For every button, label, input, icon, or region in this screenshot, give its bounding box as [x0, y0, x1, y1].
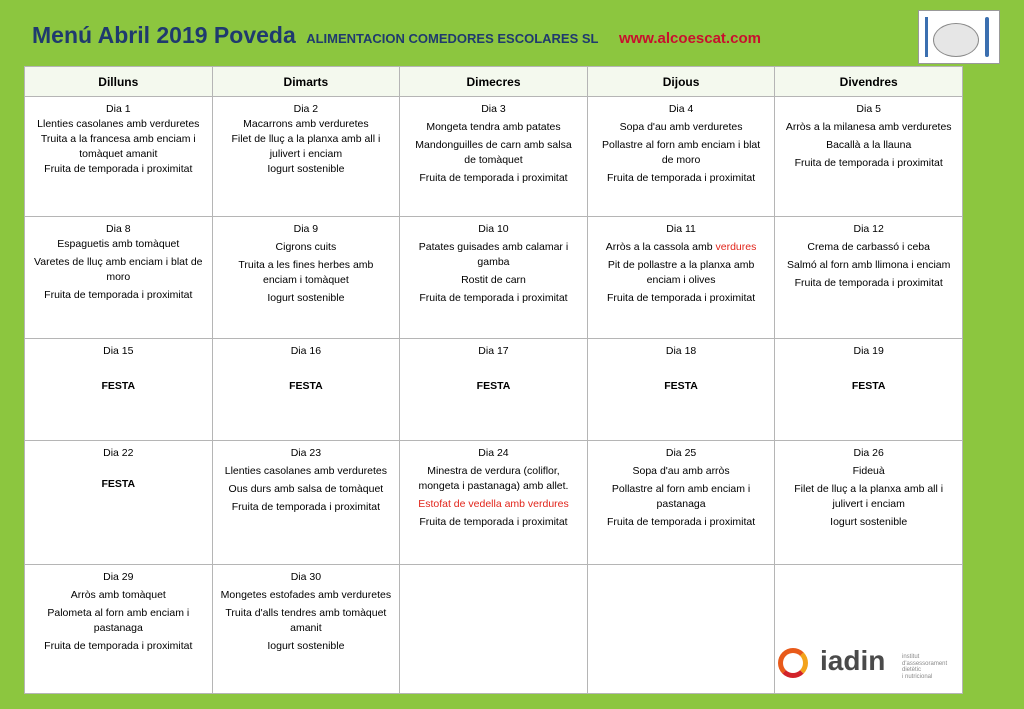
tagline-line: institut: [902, 654, 920, 660]
day-cell: [400, 339, 588, 441]
menu-item: Truita a la francesa amb enciam i tomàquet amanit: [40, 133, 196, 160]
day-number: Dia 10: [478, 223, 509, 235]
day-cell: [25, 217, 213, 339]
day-number: Dia 12: [853, 223, 884, 235]
menu-item: Truita d'alls tendres amb tomàquet amanit: [225, 607, 387, 634]
menu-item: [596, 240, 767, 255]
day-number: Dia 3: [481, 103, 506, 115]
day-number: Dia 15: [103, 345, 134, 357]
menu-item: Llenties casolanes amb verduretes: [37, 118, 200, 130]
day-number: Dia 2: [293, 103, 319, 115]
day-number: Dia 5: [856, 103, 881, 115]
iadin-ring-icon: [778, 648, 808, 678]
day-cell: [400, 217, 588, 339]
menu-item: Filet de lluç a la planxa amb all i julivert i enciam: [231, 133, 381, 160]
empty-cell: [400, 565, 588, 694]
page-header: [32, 22, 761, 49]
day-number: Dia 24: [478, 447, 509, 459]
menu-item: Fruita de temporada i proximitat: [419, 172, 568, 184]
day-cell: [212, 339, 400, 441]
menu-item: Fruita de temporada i proximitat: [44, 289, 193, 301]
iadin-logo: [778, 647, 954, 687]
day-cell: [775, 441, 963, 565]
day-cell: [25, 441, 213, 565]
holiday-label: FESTA: [476, 380, 511, 392]
menu-item-highlighted: Estofat de vedella amb verdures: [418, 498, 569, 510]
holiday-label: FESTA: [101, 478, 136, 490]
menu-item: Filet de lluç a la planxa amb all i julivert i enciam: [794, 483, 944, 510]
menu-item: Iogurt sostenible: [267, 640, 345, 652]
menu-item: Minestra de verdura (coliflor, mongeta i pastanaga) amb allet.: [418, 465, 569, 492]
menu-item: Fruita de temporada i proximitat: [44, 163, 193, 175]
menu-item: Fruita de temporada i proximitat: [231, 501, 380, 513]
menu-item: Iogurt sostenible: [830, 516, 908, 528]
day-number: Dia 29: [103, 571, 134, 583]
day-cell: [25, 565, 213, 694]
day-number: Dia 19: [853, 345, 884, 357]
menu-item: Fruita de temporada i proximitat: [606, 516, 756, 528]
holiday-label: FESTA: [851, 380, 886, 392]
day-cell: [400, 97, 588, 217]
menu-item: Fruita de temporada i proximitat: [419, 516, 568, 528]
empty-cell: [587, 565, 775, 694]
iadin-tagline: [902, 654, 954, 680]
plate-icon: [933, 23, 979, 57]
menu-item: Iogurt sostenible: [267, 163, 345, 175]
menu-item: Pollastre al forn amb enciam i blat de moro: [602, 139, 761, 166]
menu-item: Fruita de temporada i proximitat: [794, 277, 943, 289]
day-number: Dia 23: [290, 447, 322, 459]
day-cell: [587, 441, 775, 565]
day-number: Dia 4: [668, 103, 694, 115]
menu-item: Sopa d'au amb arròs: [632, 465, 730, 477]
day-cell: [587, 339, 775, 441]
day-number: Dia 9: [293, 223, 319, 235]
menu-item: Fideuà: [852, 465, 885, 477]
menu-item: Patates guisades amb calamar i gamba: [418, 241, 569, 268]
menu-item: Sopa d'au amb verduretes: [619, 121, 743, 133]
tagline-line: d'assessorament: [902, 660, 948, 667]
day-number: Dia 1: [106, 103, 131, 115]
menu-item: Fruita de temporada i proximitat: [419, 292, 568, 304]
page-title: Menú Abril 2019 Poveda: [32, 22, 296, 48]
menu-item: Mongeta tendra amb patates: [426, 121, 561, 133]
menu-table: [24, 66, 963, 694]
menu-item: Varetes de lluç amb enciam i blat de moro: [34, 256, 203, 283]
menu-item: Fruita de temporada i proximitat: [606, 172, 756, 184]
header-dilluns: Dilluns: [25, 67, 213, 97]
knife-icon: [985, 17, 989, 57]
day-number: Dia 22: [103, 447, 134, 459]
week-row-2: [25, 217, 963, 339]
holiday-label: FESTA: [289, 380, 323, 392]
day-cell: [587, 217, 775, 339]
day-cell: [775, 339, 963, 441]
menu-item: Cigrons cuits: [275, 241, 337, 253]
menu-item: Mandonguilles de carn amb salsa de tomàquet: [415, 139, 572, 166]
header-divendres: Divendres: [775, 67, 963, 97]
menu-item: Palometa al forn amb enciam i pastanaga: [47, 607, 190, 634]
company-name: ALIMENTACION COMEDORES ESCOLARES SL: [306, 31, 599, 46]
menu-item: Iogurt sostenible: [267, 292, 345, 304]
menu-item: Bacallà a la llauna: [826, 139, 912, 151]
day-cell: [25, 97, 213, 217]
menu-item: Espaguetis amb tomàquet: [57, 238, 180, 250]
menu-item: Ous durs amb salsa de tomàquet: [228, 483, 384, 495]
day-number: Dia 18: [665, 345, 697, 357]
day-number: Dia 30: [290, 571, 322, 583]
menu-item: Macarrons amb verduretes: [243, 118, 369, 130]
menu-item: Pit de pollastre a la planxa amb enciam i olives: [607, 259, 755, 286]
holiday-label: FESTA: [101, 380, 136, 392]
day-number: Dia 11: [666, 223, 696, 235]
website-link[interactable]: www.alcoescat.com: [618, 30, 761, 47]
menu-item: Crema de carbassó i ceba: [807, 241, 930, 253]
day-cell: [587, 97, 775, 217]
day-number: Dia 25: [665, 447, 697, 459]
highlighted-word: verdures: [715, 241, 757, 253]
header-dimecres: Dimecres: [400, 67, 588, 97]
day-number: Dia 16: [290, 345, 322, 357]
day-cell: [400, 441, 588, 565]
menu-item: Arròs amb tomàquet: [70, 589, 166, 601]
day-cell: [212, 97, 400, 217]
day-cell: [775, 97, 963, 217]
week-row-3: [25, 339, 963, 441]
day-number: Dia 8: [106, 223, 131, 235]
day-cell: [212, 441, 400, 565]
menu-item: Truita a les fines herbes amb enciam i tomàquet: [238, 259, 374, 286]
header-dimarts: Dimarts: [212, 67, 400, 97]
cutlery-logo-icon: [918, 10, 1000, 64]
menu-item: Pollastre al forn amb enciam i pastanaga: [611, 483, 751, 510]
week-row-4: [25, 441, 963, 565]
day-cell: [212, 217, 400, 339]
header-dijous: Dijous: [587, 67, 775, 97]
menu-item: Salmó al forn amb llimona i enciam: [786, 259, 951, 271]
day-cell: [775, 217, 963, 339]
weekday-header-row: [25, 67, 963, 97]
day-number: Dia 17: [478, 345, 509, 357]
week-row-1: [25, 97, 963, 217]
day-cell: [212, 565, 400, 694]
menu-item: Rostit de carn: [461, 274, 526, 286]
menu-item: Mongetes estofades amb verduretes: [220, 589, 392, 601]
day-cell: [25, 339, 213, 441]
tagline-line: dietètic: [902, 667, 922, 673]
fork-icon: [925, 17, 928, 57]
tagline-line: i nutricional: [902, 673, 933, 680]
menu-item: Llenties casolanes amb verduretes: [224, 465, 388, 477]
holiday-label: FESTA: [664, 380, 698, 392]
menu-item-text: Arròs a la cassola amb: [605, 241, 716, 253]
day-number: Dia 26: [853, 447, 884, 459]
iadin-logo-text: iadin: [820, 645, 886, 676]
menu-item: Fruita de temporada i proximitat: [606, 292, 756, 304]
menu-item: Fruita de temporada i proximitat: [794, 157, 943, 169]
menu-item: Arròs a la milanesa amb verduretes: [785, 121, 952, 133]
menu-item: Fruita de temporada i proximitat: [44, 640, 193, 652]
